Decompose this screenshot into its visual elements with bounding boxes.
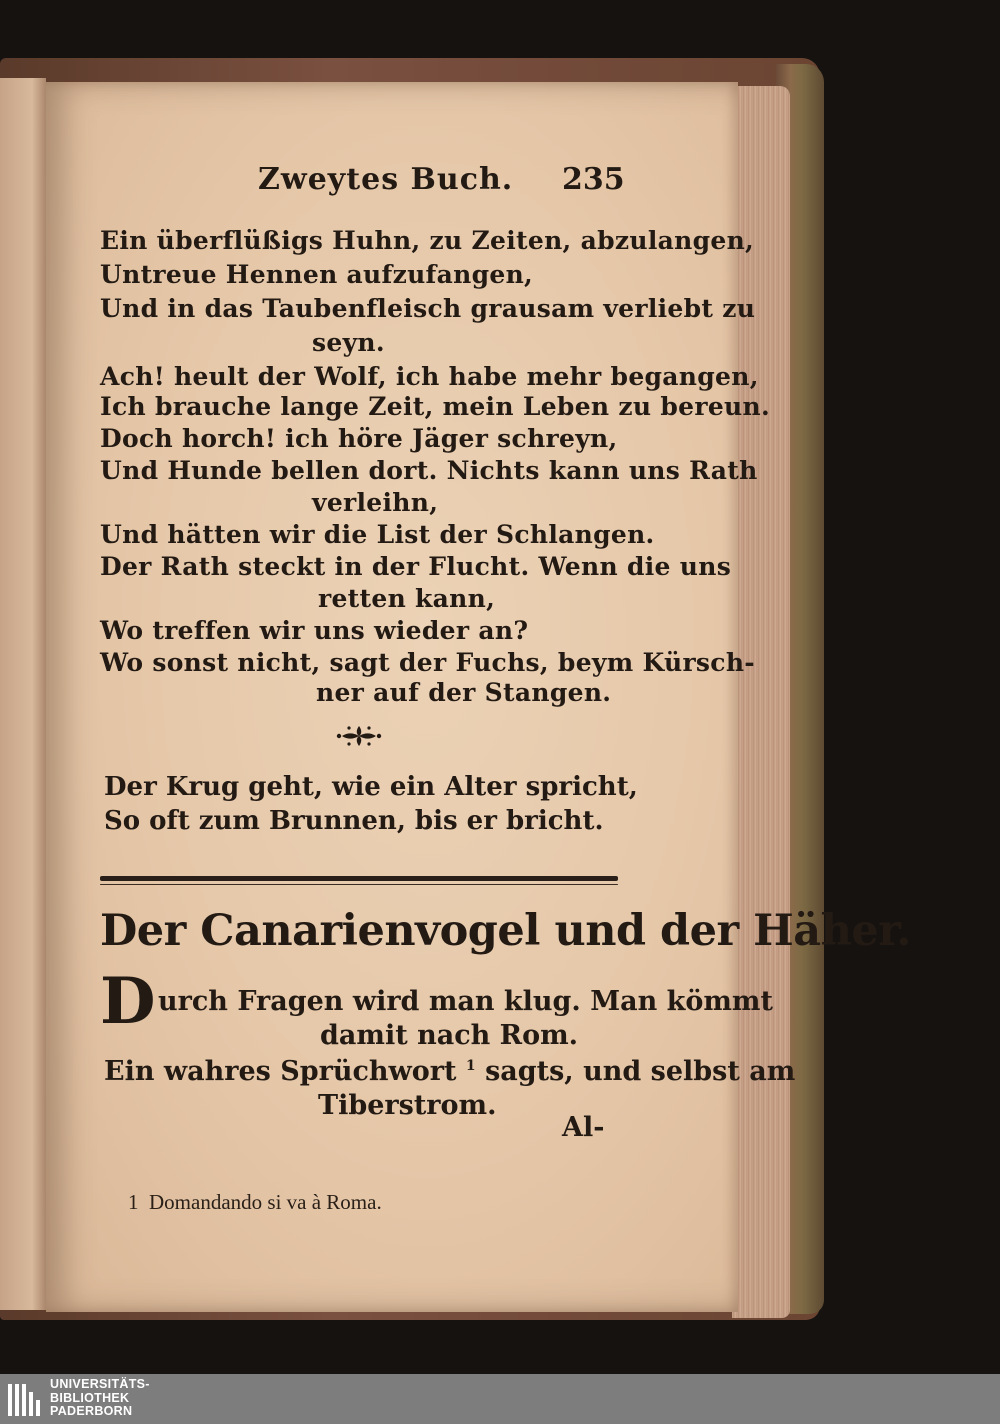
poem-line: Und in das Taubenfleisch grausam verliebt zu (100, 294, 756, 323)
fable-line: damit nach Rom. (320, 1020, 579, 1051)
poem-line: Und hätten wir die List der Schlangen. (100, 520, 655, 549)
page-number: 235 (562, 162, 625, 197)
fable-line (104, 1056, 795, 1087)
left-page-margin-marks (2, 210, 14, 1210)
library-name (50, 1378, 150, 1419)
poem-line: verleihn, (312, 488, 439, 517)
poem-line: Wo treffen wir uns wieder an? (100, 616, 529, 645)
poem-line: Ein überflüßigs Huhn, zu Zeiten, abzulangen, (100, 226, 755, 255)
poem-line: Ach! heult der Wolf, ich habe mehr begangen, (100, 362, 759, 391)
poem-line: Ich brauche lange Zeit, mein Leben zu bereun. (100, 392, 770, 421)
library-banner (0, 1374, 1000, 1424)
footnote (128, 1190, 382, 1215)
poem-line: Und Hunde bellen dort. Nichts kann uns Rath (100, 456, 758, 485)
section-rule (100, 876, 618, 881)
running-head: Zweytes Buch. (258, 162, 514, 197)
page-block-edges (732, 86, 790, 1318)
fleuron-ornament-icon (334, 720, 384, 752)
footnote-marker: 1 (128, 1190, 139, 1214)
poem-line: retten kann, (318, 584, 496, 613)
section-rule-thin (100, 884, 618, 885)
library-name-line: PADERBORN (50, 1404, 133, 1418)
moral-line: Der Krug geht, wie ein Alter spricht, (104, 772, 638, 802)
poem-line: Der Rath steckt in der Flucht. Wenn die uns (100, 552, 732, 581)
footnote-reference: 1 (465, 1058, 476, 1074)
fable-line-part: sagts, und selbst am (485, 1056, 796, 1087)
library-name-line: UNIVERSITÄTS- (50, 1377, 150, 1391)
catchword: Al- (562, 1112, 605, 1143)
fable-line: Tiberstrom. (318, 1090, 497, 1121)
poem-line: ner auf der Stangen. (316, 678, 612, 707)
fable-line-part: Ein wahres Sprüchwort (104, 1056, 457, 1087)
poem-line: Wo sonst nicht, sagt der Fuchs, beym Kürsch- (100, 648, 755, 677)
poem-line: Untreue Hennen aufzufangen, (100, 260, 534, 289)
moral-line: So oft zum Brunnen, bis er bricht. (104, 806, 604, 836)
fable-title: Der Canarienvogel und der Häher. (100, 906, 911, 956)
drop-cap: D (100, 964, 156, 1039)
university-library-logo-icon (6, 1380, 46, 1420)
poem-line: seyn. (312, 328, 385, 357)
fable-line: urch Fragen wird man klug. Man kömmt (158, 986, 773, 1017)
poem-line: Doch horch! ich höre Jäger schreyn, (100, 424, 618, 453)
footnote-text: Domandando si va à Roma. (149, 1190, 382, 1214)
library-name-line: BIBLIOTHEK (50, 1390, 130, 1405)
